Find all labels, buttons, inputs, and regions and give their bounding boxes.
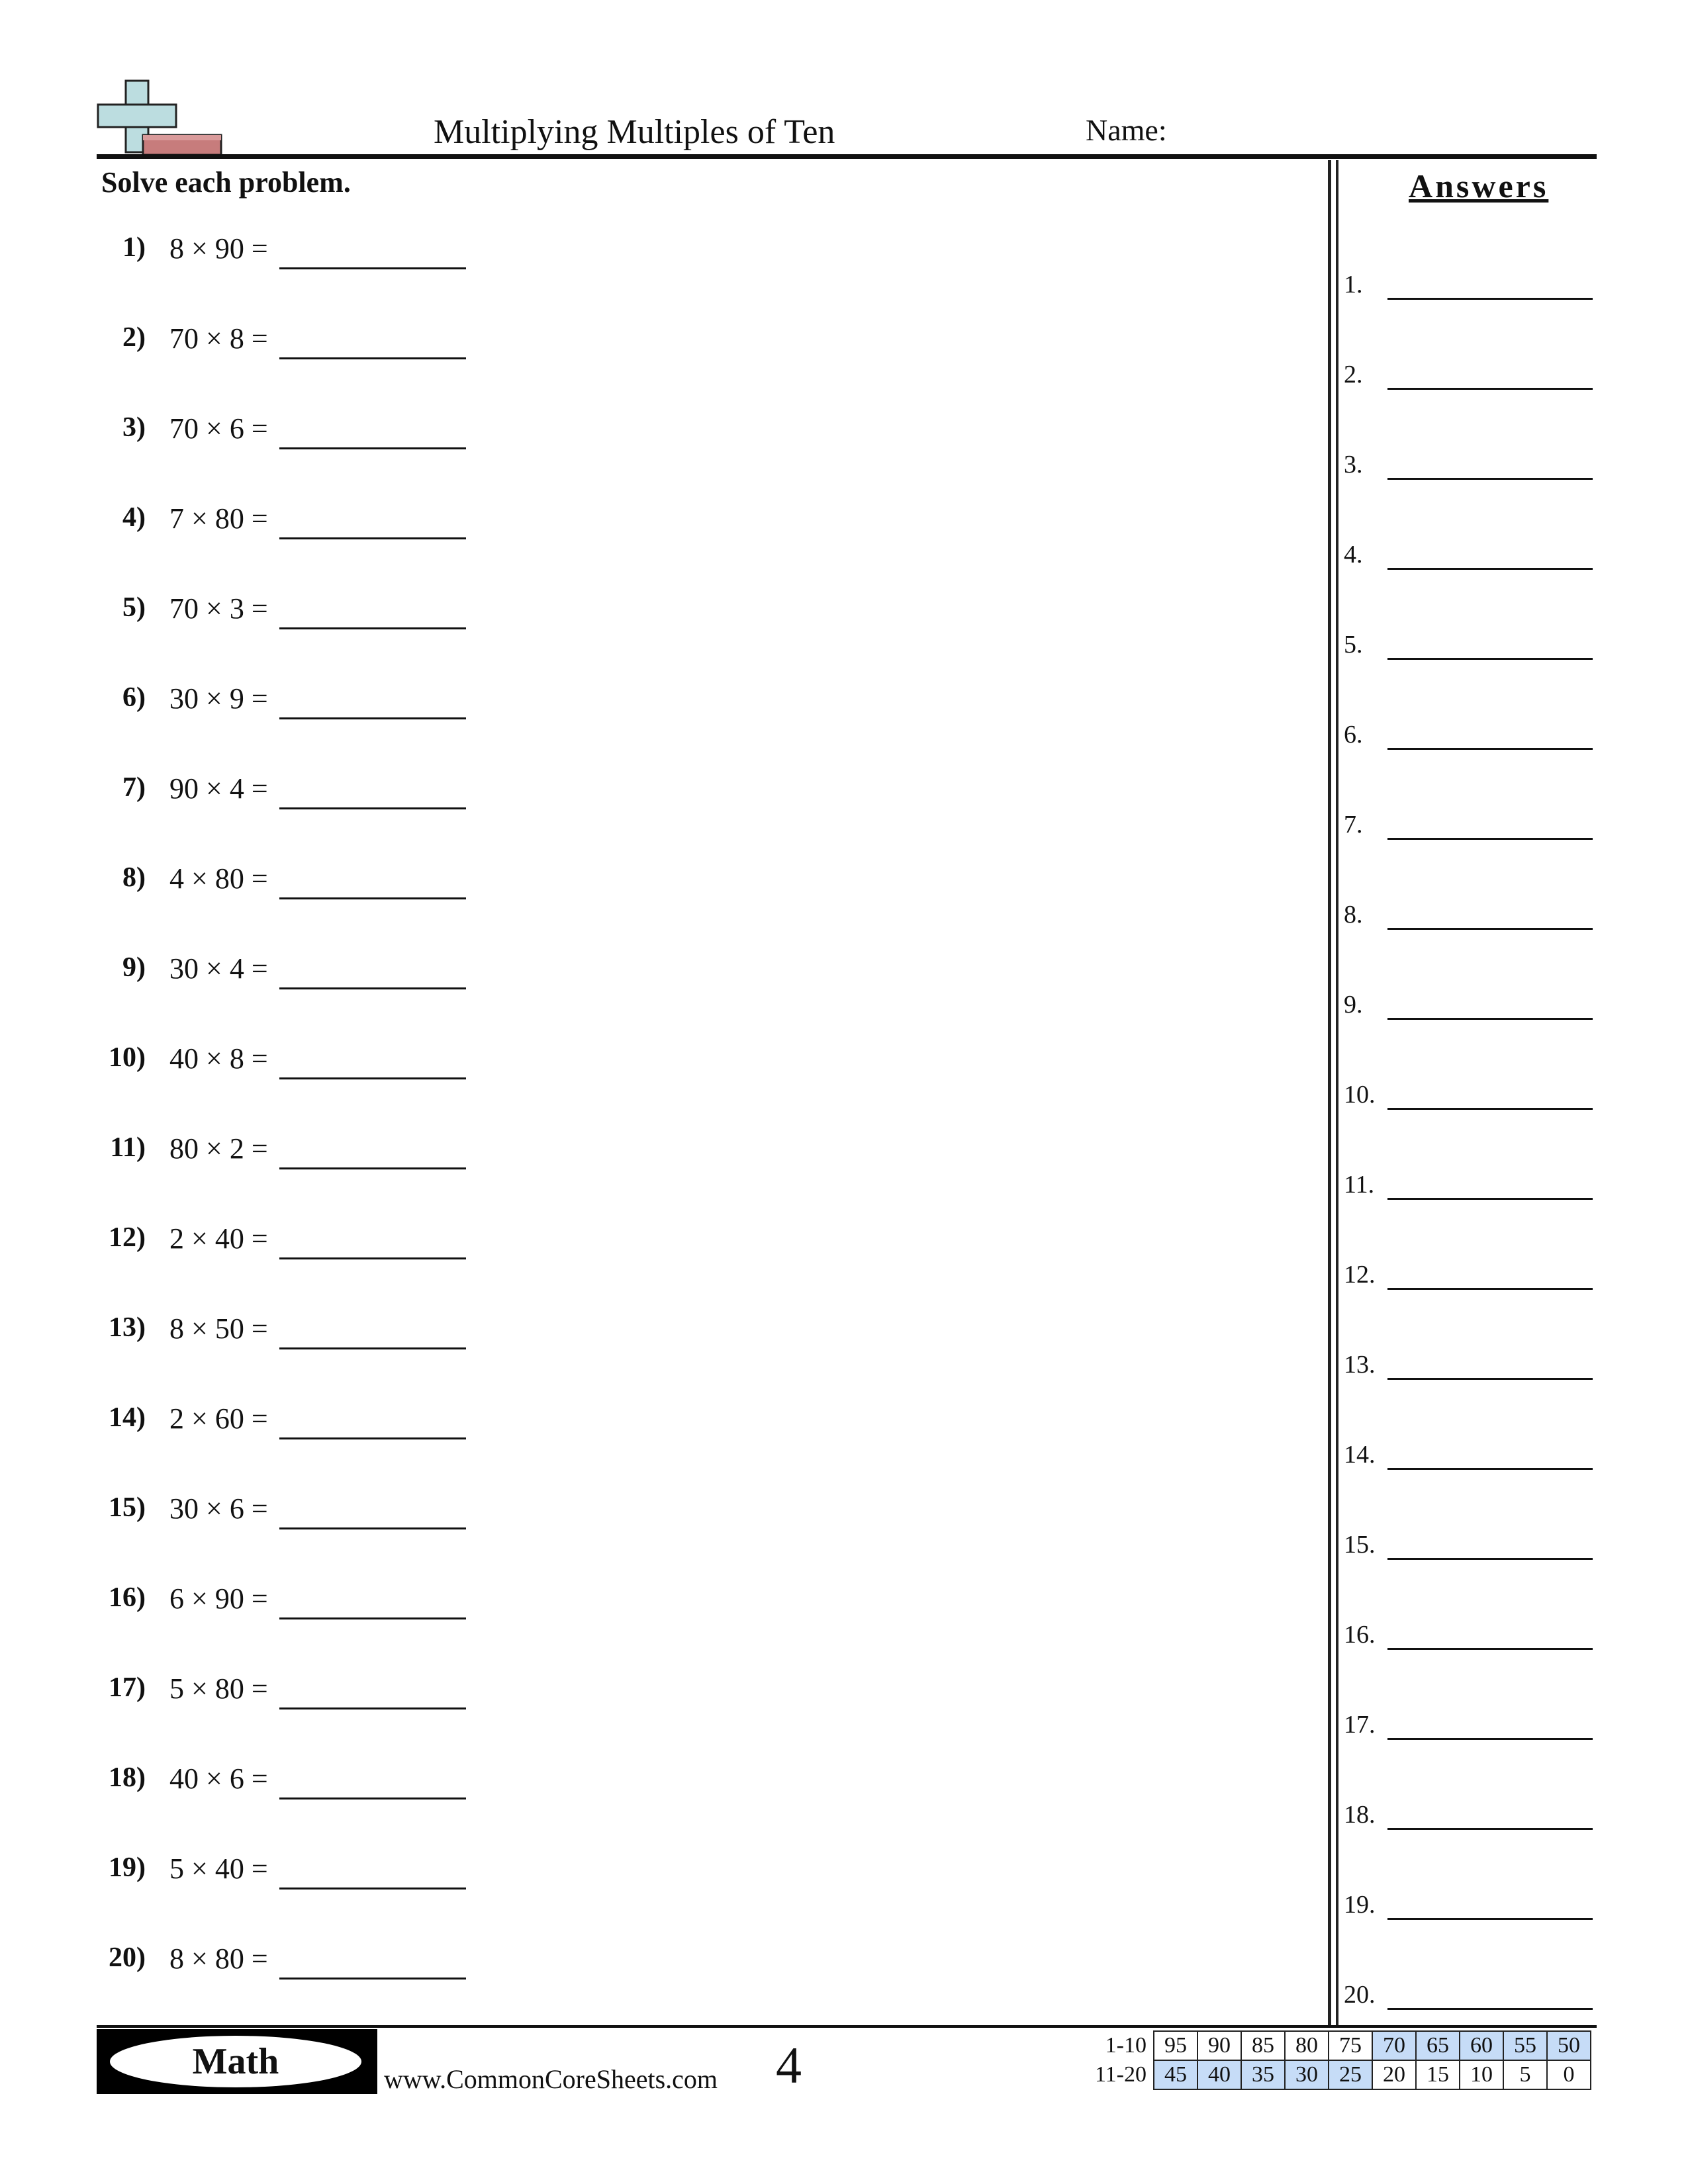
problem-number: 2) bbox=[122, 322, 146, 353]
problem-number: 16) bbox=[109, 1582, 146, 1613]
math-badge bbox=[97, 2029, 377, 2094]
score-cell: 45 bbox=[1154, 2060, 1197, 2089]
problem-number: 17) bbox=[109, 1672, 146, 1703]
answer-label: 3. bbox=[1344, 451, 1363, 478]
problem-expression: 90 × 4 = bbox=[169, 772, 268, 805]
answers-title: Answers bbox=[1409, 167, 1549, 205]
answer-label: 12. bbox=[1344, 1261, 1376, 1289]
header-rule bbox=[97, 154, 1597, 159]
problem-number: 12) bbox=[109, 1222, 146, 1253]
problem-answer-line[interactable] bbox=[279, 1707, 466, 1709]
problem-number: 8) bbox=[122, 862, 146, 893]
answer-label: 13. bbox=[1344, 1351, 1376, 1379]
score-table bbox=[1059, 2030, 1591, 2090]
answer-label: 6. bbox=[1344, 721, 1363, 749]
answer-label: 18. bbox=[1344, 1801, 1376, 1829]
problem-number: 14) bbox=[109, 1402, 146, 1433]
score-row bbox=[1059, 2060, 1591, 2089]
problem-number: 9) bbox=[122, 952, 146, 983]
problem-number: 6) bbox=[122, 682, 146, 713]
problem-answer-line[interactable] bbox=[279, 357, 466, 359]
answer-line[interactable] bbox=[1387, 1738, 1593, 1740]
problem-expression: 70 × 6 = bbox=[169, 412, 268, 445]
answer-label: 15. bbox=[1344, 1531, 1376, 1559]
answer-line[interactable] bbox=[1387, 1558, 1593, 1560]
problem-answer-line[interactable] bbox=[279, 1167, 466, 1169]
problem-expression: 40 × 8 = bbox=[169, 1042, 268, 1075]
problem-number: 7) bbox=[122, 772, 146, 803]
answer-label: 17. bbox=[1344, 1711, 1376, 1739]
answer-line[interactable] bbox=[1387, 1108, 1593, 1110]
score-cell: 20 bbox=[1372, 2060, 1416, 2089]
answer-label: 14. bbox=[1344, 1441, 1376, 1469]
problem-answer-line[interactable] bbox=[279, 1347, 466, 1349]
answer-line[interactable] bbox=[1387, 1018, 1593, 1020]
answer-line[interactable] bbox=[1387, 568, 1593, 570]
score-cell: 80 bbox=[1285, 2031, 1329, 2060]
score-cell: 65 bbox=[1416, 2031, 1460, 2060]
score-cell: 10 bbox=[1460, 2060, 1503, 2089]
problem-answer-line[interactable] bbox=[279, 1527, 466, 1529]
problem-answer-line[interactable] bbox=[279, 1617, 466, 1619]
problem-expression: 5 × 40 = bbox=[169, 1852, 268, 1885]
problem-expression: 40 × 6 = bbox=[169, 1762, 268, 1795]
problem-expression: 30 × 6 = bbox=[169, 1492, 268, 1525]
plus-sign-logo-icon bbox=[93, 78, 225, 158]
problem-expression: 30 × 9 = bbox=[169, 682, 268, 715]
answer-label: 1. bbox=[1344, 271, 1363, 298]
answer-line[interactable] bbox=[1387, 298, 1593, 300]
problem-number: 3) bbox=[122, 412, 146, 443]
answer-line[interactable] bbox=[1387, 388, 1593, 390]
score-cell: 5 bbox=[1503, 2060, 1547, 2089]
problem-answer-line[interactable] bbox=[279, 717, 466, 719]
answer-label: 5. bbox=[1344, 631, 1363, 659]
answer-label: 9. bbox=[1344, 991, 1363, 1019]
score-cell: 40 bbox=[1197, 2060, 1241, 2089]
problem-expression: 8 × 50 = bbox=[169, 1312, 268, 1345]
problem-number: 4) bbox=[122, 502, 146, 533]
problem-answer-line[interactable] bbox=[279, 1978, 466, 1979]
score-cell: 90 bbox=[1197, 2031, 1241, 2060]
problem-expression: 5 × 80 = bbox=[169, 1672, 268, 1705]
problem-answer-line[interactable] bbox=[279, 627, 466, 629]
problem-expression: 8 × 80 = bbox=[169, 1942, 268, 1975]
answer-label: 4. bbox=[1344, 541, 1363, 569]
problem-number: 15) bbox=[109, 1492, 146, 1523]
problem-expression: 70 × 8 = bbox=[169, 322, 268, 355]
instructions: Solve each problem. bbox=[101, 166, 351, 199]
answer-label: 2. bbox=[1344, 361, 1363, 388]
answer-label: 8. bbox=[1344, 901, 1363, 929]
answer-line[interactable] bbox=[1387, 1648, 1593, 1650]
problem-number: 11) bbox=[110, 1132, 146, 1163]
problem-number: 1) bbox=[122, 232, 146, 263]
name-label: Name: bbox=[1086, 113, 1167, 147]
score-cell: 25 bbox=[1329, 2060, 1372, 2089]
answer-line[interactable] bbox=[1387, 1918, 1593, 1920]
score-cell: 30 bbox=[1285, 2060, 1329, 2089]
answer-line[interactable] bbox=[1387, 838, 1593, 840]
problem-number: 18) bbox=[109, 1762, 146, 1793]
problem-expression: 4 × 80 = bbox=[169, 862, 268, 895]
score-cell: 0 bbox=[1547, 2060, 1591, 2089]
score-cell: 70 bbox=[1372, 2031, 1416, 2060]
score-cell: 50 bbox=[1547, 2031, 1591, 2060]
problem-expression: 8 × 90 = bbox=[169, 232, 268, 265]
score-cell: 95 bbox=[1154, 2031, 1197, 2060]
problem-number: 19) bbox=[109, 1852, 146, 1883]
score-cell: 55 bbox=[1503, 2031, 1547, 2060]
answer-column-divider bbox=[1328, 160, 1338, 2026]
answer-label: 16. bbox=[1344, 1621, 1376, 1649]
problem-number: 10) bbox=[109, 1042, 146, 1073]
page-number: 4 bbox=[776, 2036, 802, 2094]
problem-number: 5) bbox=[122, 592, 146, 623]
answer-label: 7. bbox=[1344, 811, 1363, 839]
answer-line[interactable] bbox=[1387, 928, 1593, 930]
score-row bbox=[1059, 2031, 1591, 2060]
answer-label: 10. bbox=[1344, 1081, 1376, 1109]
problem-expression: 30 × 4 = bbox=[169, 952, 268, 985]
answer-line[interactable] bbox=[1387, 658, 1593, 660]
score-range: 1-10 bbox=[1105, 2033, 1147, 2058]
website-link[interactable]: www.CommonCoreSheets.com bbox=[384, 2064, 718, 2094]
score-range: 11-20 bbox=[1094, 2062, 1147, 2087]
problem-expression: 7 × 80 = bbox=[169, 502, 268, 535]
answer-label: 19. bbox=[1344, 1891, 1376, 1919]
problem-answer-line[interactable] bbox=[279, 897, 466, 899]
problem-answer-line[interactable] bbox=[279, 987, 466, 989]
score-cell: 75 bbox=[1329, 2031, 1372, 2060]
math-badge-label: Math bbox=[110, 2036, 361, 2087]
score-cell: 85 bbox=[1241, 2031, 1285, 2060]
score-cell: 15 bbox=[1416, 2060, 1460, 2089]
problem-expression: 6 × 90 = bbox=[169, 1582, 268, 1615]
problem-answer-line[interactable] bbox=[279, 1888, 466, 1889]
answer-line[interactable] bbox=[1387, 1378, 1593, 1380]
problem-answer-line[interactable] bbox=[279, 1437, 466, 1439]
answer-label: 11. bbox=[1344, 1171, 1375, 1199]
problem-answer-line[interactable] bbox=[279, 1257, 466, 1259]
answer-line[interactable] bbox=[1387, 1828, 1593, 1830]
footer-rule bbox=[97, 2025, 1597, 2028]
problem-expression: 2 × 40 = bbox=[169, 1222, 268, 1255]
problem-answer-line[interactable] bbox=[279, 1797, 466, 1799]
answer-line[interactable] bbox=[1387, 748, 1593, 750]
problem-answer-line[interactable] bbox=[279, 267, 466, 269]
problem-number: 13) bbox=[109, 1312, 146, 1343]
answer-line[interactable] bbox=[1387, 1288, 1593, 1290]
worksheet-title: Multiplying Multiples of Ten bbox=[434, 113, 835, 151]
problem-answer-line[interactable] bbox=[279, 807, 466, 809]
answer-line[interactable] bbox=[1387, 1468, 1593, 1470]
answer-line[interactable] bbox=[1387, 478, 1593, 480]
problem-answer-line[interactable] bbox=[279, 447, 466, 449]
problem-answer-line[interactable] bbox=[279, 537, 466, 539]
problem-expression: 70 × 3 = bbox=[169, 592, 268, 625]
problem-number: 20) bbox=[109, 1942, 146, 1973]
problem-expression: 2 × 60 = bbox=[169, 1402, 268, 1435]
answer-label: 20. bbox=[1344, 1981, 1376, 2009]
problem-answer-line[interactable] bbox=[279, 1077, 466, 1079]
score-cell: 60 bbox=[1460, 2031, 1503, 2060]
problem-expression: 80 × 2 = bbox=[169, 1132, 268, 1165]
score-cell: 35 bbox=[1241, 2060, 1285, 2089]
answer-line[interactable] bbox=[1387, 2008, 1593, 2010]
answer-line[interactable] bbox=[1387, 1198, 1593, 1200]
